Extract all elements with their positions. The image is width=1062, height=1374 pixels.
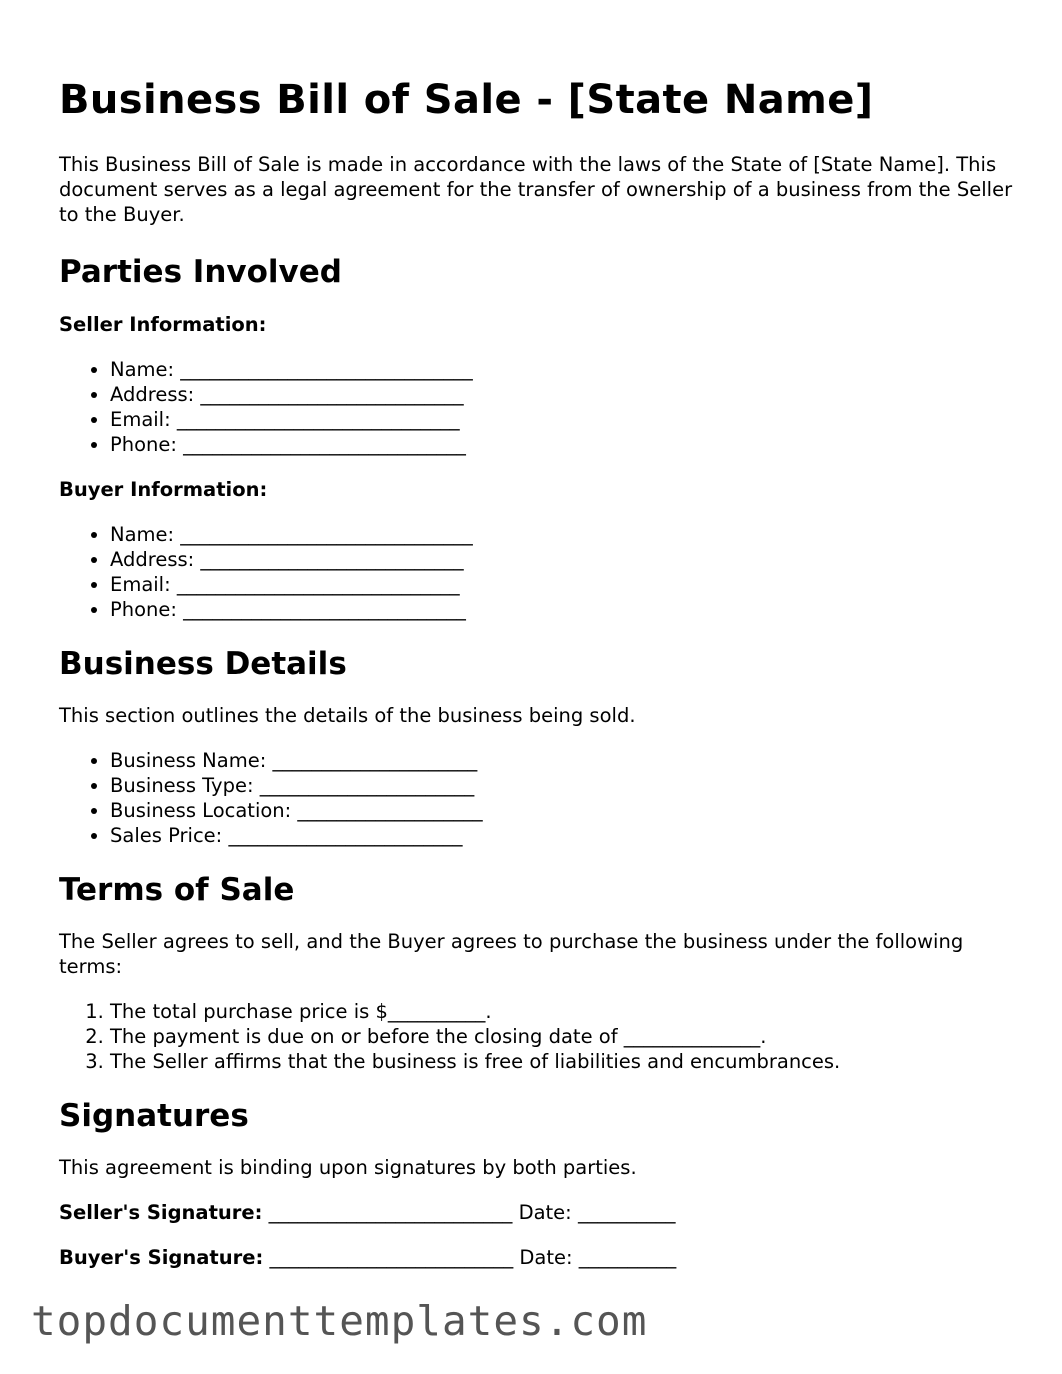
buyer-signature-label: Buyer's Signature: xyxy=(59,1246,264,1269)
seller-signature-blank: _________________________ Date: __________ xyxy=(262,1201,676,1224)
document-page xyxy=(59,70,1019,1270)
page-title: Business Bill of Sale - [State Name] xyxy=(59,77,874,123)
business-details-text: This section outlines the details of the business being sold. xyxy=(59,704,636,727)
business-details-list xyxy=(59,748,1019,848)
business-details-heading: Business Details xyxy=(59,646,347,682)
buyer-info-list xyxy=(59,522,1019,622)
signatures-text: This agreement is binding upon signatures by both parties. xyxy=(59,1156,637,1179)
seller-info-list xyxy=(59,357,1019,457)
list-item: • Business Location: ___________________ xyxy=(110,798,1019,823)
terms-list xyxy=(59,999,1019,1074)
parties-heading: Parties Involved xyxy=(59,254,342,290)
list-item: • Name: ______________________________ xyxy=(110,357,1019,382)
list-item: • Sales Price: ________________________ xyxy=(110,823,1019,848)
list-item: • Business Name: _____________________ xyxy=(110,748,1019,773)
seller-signature-line xyxy=(59,1200,1019,1225)
signatures-heading: Signatures xyxy=(59,1098,249,1134)
seller-signature-label: Seller's Signature: xyxy=(59,1201,263,1224)
terms-text: The Seller agrees to sell, and the Buyer agrees to purchase the business under the following terms: xyxy=(59,930,964,978)
list-item: 1. The total purchase price is $__________. xyxy=(110,999,1019,1024)
list-item: 2. The payment is due on or before the closing date of ______________. xyxy=(110,1024,1019,1049)
seller-info-label: Seller Information: xyxy=(59,313,267,336)
list-item: • Address: ___________________________ xyxy=(110,382,1019,407)
list-item: • Name: ______________________________ xyxy=(110,522,1019,547)
list-item: • Business Type: ______________________ xyxy=(110,773,1019,798)
buyer-signature-line xyxy=(59,1245,1019,1270)
buyer-info-label: Buyer Information: xyxy=(59,478,268,501)
list-item: 3. The Seller affirms that the business is free of liabilities and encumbrances. xyxy=(110,1049,1019,1074)
intro-paragraph: This Business Bill of Sale is made in accordance with the laws of the State of [State Name]. This document serves as a legal agreement for the transfer of ownership of a business from the Seller to the Buyer. xyxy=(59,153,1013,226)
buyer-signature-blank: _________________________ Date: __________ xyxy=(263,1246,677,1269)
watermark: topdocumenttemplates.com xyxy=(31,1297,648,1345)
list-item: • Phone: _____________________________ xyxy=(110,432,1019,457)
list-item: • Email: _____________________________ xyxy=(110,572,1019,597)
list-item: • Address: ___________________________ xyxy=(110,547,1019,572)
list-item: • Phone: _____________________________ xyxy=(110,597,1019,622)
list-item: • Email: _____________________________ xyxy=(110,407,1019,432)
terms-heading: Terms of Sale xyxy=(59,872,295,908)
